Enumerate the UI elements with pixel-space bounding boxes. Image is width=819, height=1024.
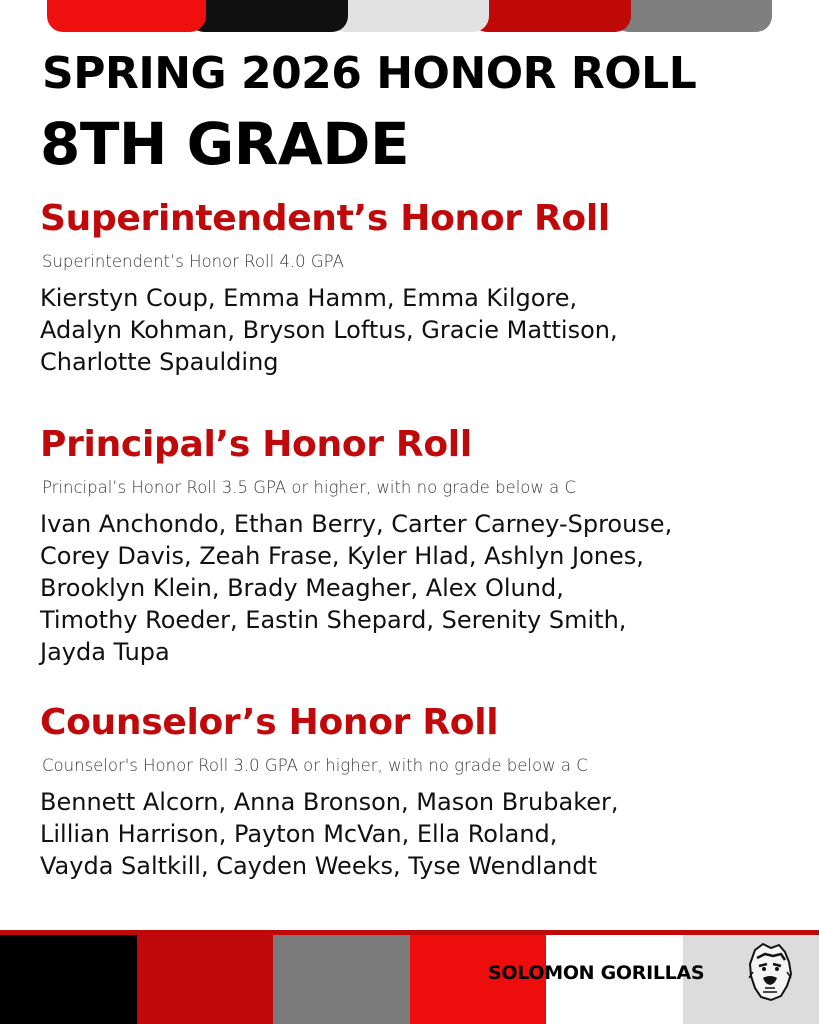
section-title: Principal’s Honor Roll bbox=[40, 424, 472, 465]
names-line: Charlotte Spaulding bbox=[40, 348, 279, 376]
top-bar-segment bbox=[613, 0, 772, 32]
names-line: Vayda Saltkill, Cayden Weeks, Tyse Wendlandt bbox=[40, 852, 598, 880]
names-line: Adalyn Kohman, Bryson Loftus, Gracie Mattison, bbox=[40, 316, 618, 344]
footer-block bbox=[137, 935, 274, 1024]
names-line: Kierstyn Coup, Emma Hamm, Emma Kilgore, bbox=[40, 284, 578, 312]
names-line: Brooklyn Klein, Brady Meagher, Alex Olund, bbox=[40, 574, 564, 602]
names-line: Jayda Tupa bbox=[40, 638, 170, 666]
principal-section bbox=[40, 422, 775, 668]
names-list bbox=[40, 282, 775, 378]
superintendent-section bbox=[40, 196, 775, 378]
names-list bbox=[40, 508, 775, 668]
top-bar-segment bbox=[330, 0, 489, 32]
footer-block bbox=[273, 935, 410, 1024]
names-line: Lillian Harrison, Payton McVan, Ella Roland, bbox=[40, 820, 558, 848]
top-bar-segment bbox=[47, 0, 206, 32]
names-line: Timothy Roeder, Eastin Shepard, Serenity Smith, bbox=[40, 606, 627, 634]
top-color-bar bbox=[47, 0, 772, 32]
counselor-section bbox=[40, 700, 775, 882]
top-bar-segment bbox=[188, 0, 347, 32]
section-subtitle: Principal’s Honor Roll 3.5 GPA or higher, with no grade below a C bbox=[42, 478, 576, 497]
names-line: Corey Davis, Zeah Frase, Kyler Hlad, Ashlyn Jones, bbox=[40, 542, 644, 570]
brand-wordmark: SOLOMON GORILLAS bbox=[488, 962, 705, 984]
section-subtitle: Superintendent’s Honor Roll 4.0 GPA bbox=[42, 252, 344, 271]
names-line: Ivan Anchondo, Ethan Berry, Carter Carney-Sprouse, bbox=[40, 510, 673, 538]
gorilla-mascot-icon bbox=[745, 942, 795, 1002]
names-list bbox=[40, 786, 775, 882]
section-subtitle: Counselor's Honor Roll 3.0 GPA or higher, with no grade below a C bbox=[42, 756, 588, 775]
section-title: Counselor’s Honor Roll bbox=[40, 702, 499, 743]
top-bar-segment bbox=[471, 0, 630, 32]
grade-heading: 8TH GRADE bbox=[40, 110, 410, 178]
page-title: SPRING 2026 HONOR ROLL bbox=[42, 48, 697, 99]
section-title: Superintendent’s Honor Roll bbox=[40, 198, 610, 239]
names-line: Bennett Alcorn, Anna Bronson, Mason Brubaker, bbox=[40, 788, 619, 816]
footer-block bbox=[0, 935, 137, 1024]
